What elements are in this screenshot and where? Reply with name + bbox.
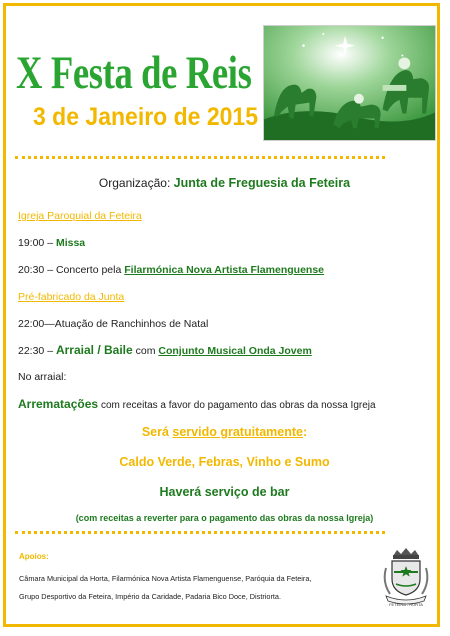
venue-hall-label[interactable]: Pré-fabricado da Junta [18,291,125,303]
sponsors-title: Apoios: [19,552,49,561]
free-served-emphasis: servido gratuitamente [172,425,303,439]
magi-camels-image [264,26,435,140]
event-mass-name: Missa [55,237,86,249]
venue-hall[interactable] [18,291,124,303]
parish-crest [380,546,432,608]
event-ranchinhos-name: Ranchinhos de Natal [110,318,209,330]
nativity-illustration [263,25,436,141]
auctions-label: Arrematações [18,397,99,411]
event-concert-time: 20:30 – Concerto pela [18,264,122,276]
organizer-name: Junta de Freguesia da Feteira [173,176,351,190]
poster [3,3,440,627]
auctions-line [18,397,376,411]
bar-note: (com receitas a reverter para o pagamento das obras da nossa Igreja) [75,513,374,523]
poster-title: X Festa de Reis [16,47,252,99]
event-ranchinhos [18,318,208,330]
organizer-line [6,176,440,190]
coat-of-arms-icon [380,546,432,608]
sponsors-line-2: Grupo Desportivo da Feteira, Império da Caridade, Padaria Bico Doce, Distriorta. [19,592,281,601]
arraial-label: No arraial: [18,371,67,383]
auctions-description: com receitas a favor do pagamento das obras da nossa Igreja [100,400,376,411]
event-concert [18,264,324,276]
event-ball-connector: com [135,345,156,357]
event-date: 3 de Janeiro de 2015 [33,103,259,131]
event-ball-name: Arraial / Baile [55,343,133,357]
sponsors-line-1: Câmara Municipal da Horta, Filarmónica Nova Artista Flamenguense, Paróquia da Feteira, [19,574,312,583]
event-ball-time: 22:30 – [18,345,54,357]
divider-top [15,156,385,159]
organizer-label: Organização: [98,176,171,190]
crest-label: FETEIRA - HORTA [389,602,423,607]
event-ball [18,343,312,357]
food-list: Caldo Verde, Febras, Vinho e Sumo [119,455,330,469]
event-mass [18,237,85,249]
free-served-prefix: Será [141,425,169,439]
event-concert-band[interactable]: Filarmónica Nova Artista Flamenguense [124,264,325,276]
free-served-line: Será servido gratuitamente: [141,425,308,439]
venue-church-label[interactable]: Igreja Paroquial da Feteira [18,210,142,222]
event-mass-time: 19:00 – [18,237,54,249]
event-ranchinhos-time: 22:00—Atuação de [18,318,108,330]
venue-church[interactable] [18,210,142,222]
event-ball-band[interactable]: Conjunto Musical Onda Jovem [158,345,312,357]
bar-service: Haverá serviço de bar [159,485,290,499]
divider-bottom [15,531,385,534]
